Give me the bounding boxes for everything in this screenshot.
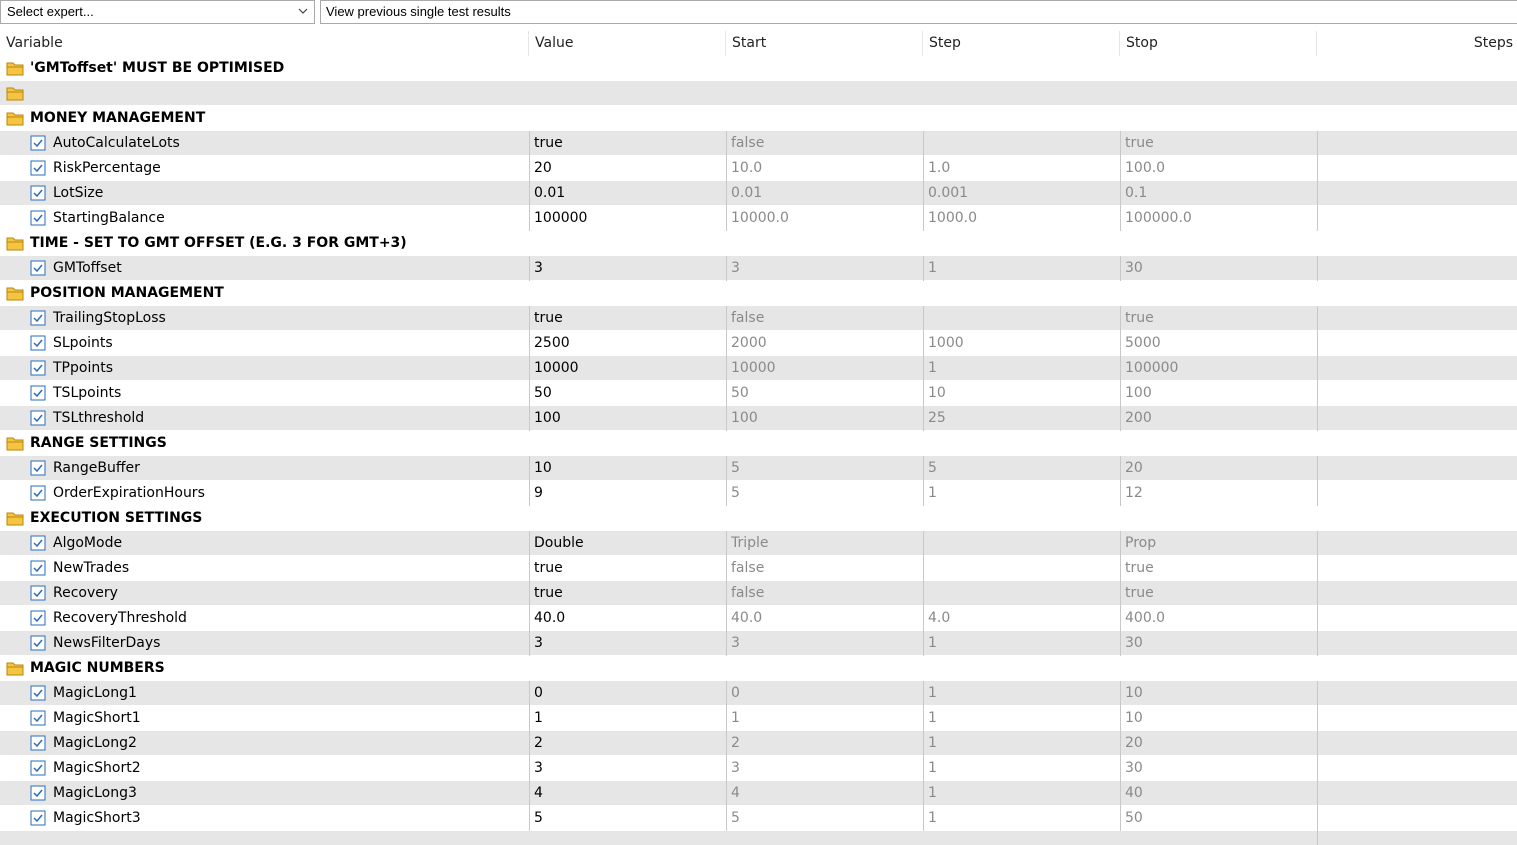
folder-icon	[6, 85, 24, 101]
value-cell[interactable]: true	[529, 581, 726, 606]
stop-cell[interactable]: 100000	[1120, 356, 1317, 381]
value-cell[interactable]: 2500	[529, 331, 726, 356]
checkbox-checked-icon[interactable]	[30, 560, 46, 576]
steps-cell[interactable]	[1317, 606, 1517, 631]
checkbox-checked-icon[interactable]	[30, 685, 46, 701]
parameter-name: MagicLong3	[53, 785, 137, 801]
parameter-name: NewTrades	[53, 560, 130, 576]
column-header-variable[interactable]: Variable	[0, 31, 529, 56]
steps-cell[interactable]	[1317, 406, 1517, 431]
value-cell[interactable]: true	[529, 306, 726, 331]
parameter-row[interactable]	[0, 331, 1517, 356]
stop-cell[interactable]: true	[1120, 131, 1317, 156]
steps-cell[interactable]	[1317, 556, 1517, 581]
view-previous-results-button[interactable]	[320, 0, 1517, 24]
group-row[interactable]	[0, 281, 1517, 306]
value-cell[interactable]: 40.0	[529, 606, 726, 631]
steps-cell[interactable]	[1317, 131, 1517, 156]
parameter-row[interactable]	[0, 456, 1517, 481]
step-cell[interactable]: 1	[923, 731, 1120, 756]
checkbox-checked-icon[interactable]	[30, 610, 46, 626]
checkbox-checked-icon[interactable]	[30, 810, 46, 826]
steps-cell[interactable]	[1317, 681, 1517, 706]
checkbox-checked-icon[interactable]	[30, 335, 46, 351]
value-cell[interactable]: 2	[529, 731, 726, 756]
value-cell[interactable]: 10000	[529, 356, 726, 381]
stop-cell[interactable]: 100.0	[1120, 156, 1317, 181]
parameter-row[interactable]	[0, 306, 1517, 331]
stop-cell[interactable]: 12	[1120, 481, 1317, 506]
group-label: RANGE SETTINGS	[30, 435, 167, 451]
start-cell[interactable]: 100	[726, 406, 923, 431]
start-cell[interactable]: 10000.0	[726, 206, 923, 231]
folder-icon	[6, 510, 24, 526]
steps-cell[interactable]	[1317, 481, 1517, 506]
group-label: EXECUTION SETTINGS	[30, 510, 203, 526]
checkbox-checked-icon[interactable]	[30, 160, 46, 176]
step-cell[interactable]: 1000	[923, 331, 1120, 356]
step-cell[interactable]: 1	[923, 756, 1120, 781]
expert-select-value: Select expert...	[7, 4, 94, 19]
start-cell[interactable]: false	[726, 556, 923, 581]
parameter-row[interactable]	[0, 406, 1517, 431]
stop-cell[interactable]: 30	[1120, 756, 1317, 781]
parameter-row[interactable]	[0, 756, 1517, 781]
folder-icon	[6, 60, 24, 76]
column-header-value[interactable]: Value	[529, 31, 726, 56]
parameter-name: RiskPercentage	[53, 160, 161, 176]
parameter-row[interactable]	[0, 606, 1517, 631]
column-header-steps[interactable]: Steps	[1473, 35, 1513, 51]
stop-cell[interactable]: 10	[1120, 681, 1317, 706]
step-cell[interactable]	[923, 581, 1120, 606]
checkbox-checked-icon[interactable]	[30, 485, 46, 501]
start-cell[interactable]: false	[726, 306, 923, 331]
parameter-row[interactable]	[0, 556, 1517, 581]
value-cell[interactable]: 100000	[529, 206, 726, 231]
value-cell[interactable]: 5	[529, 806, 726, 831]
parameter-row[interactable]	[0, 631, 1517, 656]
start-cell[interactable]: Triple	[726, 531, 923, 556]
value-cell[interactable]: 3	[529, 631, 726, 656]
checkbox-checked-icon[interactable]	[30, 260, 46, 276]
parameter-name: MagicLong2	[53, 735, 137, 751]
parameter-name: MagicShort1	[53, 710, 141, 726]
steps-cell[interactable]	[1317, 256, 1517, 281]
column-header-stop[interactable]: Stop	[1120, 31, 1317, 56]
parameter-row[interactable]	[0, 481, 1517, 506]
parameter-row[interactable]	[0, 781, 1517, 806]
parameter-name: TSLpoints	[53, 385, 122, 401]
steps-cell[interactable]	[1317, 306, 1517, 331]
step-cell[interactable]: 5	[923, 456, 1120, 481]
start-cell[interactable]: 2	[726, 731, 923, 756]
parameter-row[interactable]	[0, 381, 1517, 406]
parameter-name: OrderExpirationHours	[53, 485, 205, 501]
step-cell[interactable]: 1	[923, 481, 1120, 506]
step-cell[interactable]: 4.0	[923, 606, 1120, 631]
stop-cell[interactable]: 20	[1120, 731, 1317, 756]
stop-cell[interactable]: 50	[1120, 806, 1317, 831]
parameter-name: RecoveryThreshold	[53, 610, 187, 626]
steps-cell[interactable]	[1317, 156, 1517, 181]
start-cell[interactable]: 0.01	[726, 181, 923, 206]
checkbox-checked-icon[interactable]	[30, 410, 46, 426]
start-cell[interactable]: 50	[726, 381, 923, 406]
stop-cell[interactable]: 10	[1120, 706, 1317, 731]
chevron-down-icon	[298, 8, 308, 15]
stop-cell[interactable]: true	[1120, 556, 1317, 581]
value-cell[interactable]: 9	[529, 481, 726, 506]
checkbox-checked-icon[interactable]	[30, 135, 46, 151]
value-cell[interactable]: 0.01	[529, 181, 726, 206]
group-row[interactable]	[0, 431, 1517, 456]
step-cell[interactable]	[923, 131, 1120, 156]
start-cell[interactable]: 40.0	[726, 606, 923, 631]
value-cell[interactable]: 50	[529, 381, 726, 406]
start-cell[interactable]: 0	[726, 681, 923, 706]
steps-cell[interactable]	[1317, 181, 1517, 206]
checkbox-checked-icon[interactable]	[30, 460, 46, 476]
folder-icon	[6, 435, 24, 451]
stop-cell[interactable]: 30	[1120, 256, 1317, 281]
step-cell[interactable]: 1	[923, 781, 1120, 806]
parameter-row[interactable]	[0, 356, 1517, 381]
checkbox-checked-icon[interactable]	[30, 760, 46, 776]
stop-cell[interactable]: 20	[1120, 456, 1317, 481]
parameter-row[interactable]	[0, 706, 1517, 731]
parameter-name: TPpoints	[53, 360, 113, 376]
start-cell[interactable]: 3	[726, 756, 923, 781]
value-cell[interactable]: Double	[529, 531, 726, 556]
group-row[interactable]	[0, 81, 1517, 106]
step-cell[interactable]: 1	[923, 356, 1120, 381]
value-cell[interactable]: 10	[529, 456, 726, 481]
step-cell[interactable]: 0.001	[923, 181, 1120, 206]
group-label: TIME - SET TO GMT OFFSET (E.G. 3 FOR GMT+3)	[30, 235, 407, 251]
stop-cell[interactable]: true	[1120, 581, 1317, 606]
checkbox-checked-icon[interactable]	[30, 385, 46, 401]
group-row[interactable]	[0, 506, 1517, 531]
steps-cell[interactable]	[1317, 706, 1517, 731]
checkbox-checked-icon[interactable]	[30, 585, 46, 601]
steps-cell[interactable]	[1317, 781, 1517, 806]
parameter-name: Recovery	[53, 585, 118, 601]
folder-icon	[6, 660, 24, 676]
start-cell[interactable]: 5	[726, 481, 923, 506]
folder-icon	[6, 110, 24, 126]
stop-cell[interactable]: 100	[1120, 381, 1317, 406]
start-cell[interactable]: false	[726, 581, 923, 606]
stop-cell[interactable]: 40	[1120, 781, 1317, 806]
parameter-name: MagicShort3	[53, 810, 141, 826]
parameter-row[interactable]	[0, 181, 1517, 206]
checkbox-checked-icon[interactable]	[30, 310, 46, 326]
group-label: MAGIC NUMBERS	[30, 660, 165, 676]
start-cell[interactable]: 3	[726, 631, 923, 656]
start-cell[interactable]: 5	[726, 456, 923, 481]
start-cell[interactable]: 3	[726, 256, 923, 281]
parameter-row[interactable]	[0, 531, 1517, 556]
steps-cell[interactable]	[1317, 356, 1517, 381]
value-cell[interactable]: 4	[529, 781, 726, 806]
parameter-row[interactable]	[0, 156, 1517, 181]
step-cell[interactable]: 1	[923, 631, 1120, 656]
parameter-row[interactable]	[0, 806, 1517, 831]
checkbox-checked-icon[interactable]	[30, 710, 46, 726]
value-cell[interactable]: true	[529, 131, 726, 156]
group-label: 'GMToffset' MUST BE OPTIMISED	[30, 60, 285, 76]
start-cell[interactable]: 1	[726, 706, 923, 731]
parameter-row[interactable]	[0, 256, 1517, 281]
checkbox-checked-icon[interactable]	[30, 785, 46, 801]
stop-cell[interactable]: 5000	[1120, 331, 1317, 356]
folder-icon	[6, 285, 24, 301]
column-header-start[interactable]: Start	[726, 31, 923, 56]
value-cell[interactable]: 20	[529, 156, 726, 181]
start-cell[interactable]: 4	[726, 781, 923, 806]
parameter-name: LotSize	[53, 185, 104, 201]
parameter-row[interactable]	[0, 581, 1517, 606]
parameter-name: MagicShort2	[53, 760, 141, 776]
step-cell[interactable]: 1	[923, 806, 1120, 831]
view-previous-results-label: View previous single test results	[326, 4, 511, 19]
steps-cell[interactable]	[1317, 206, 1517, 231]
step-cell[interactable]: 1	[923, 681, 1120, 706]
steps-cell[interactable]	[1317, 381, 1517, 406]
folder-icon	[6, 235, 24, 251]
checkbox-checked-icon[interactable]	[30, 210, 46, 226]
steps-cell[interactable]	[1317, 456, 1517, 481]
step-cell[interactable]: 1.0	[923, 156, 1120, 181]
parameter-row[interactable]	[0, 731, 1517, 756]
parameter-name: AutoCalculateLots	[53, 135, 180, 151]
stop-cell[interactable]: true	[1120, 306, 1317, 331]
steps-cell[interactable]	[1317, 631, 1517, 656]
column-header-step[interactable]: Step	[923, 31, 1120, 56]
parameter-name: GMToffset	[53, 260, 122, 276]
checkbox-checked-icon[interactable]	[30, 360, 46, 376]
step-cell[interactable]: 25	[923, 406, 1120, 431]
group-label: POSITION MANAGEMENT	[30, 285, 224, 301]
start-cell[interactable]: 2000	[726, 331, 923, 356]
checkbox-checked-icon[interactable]	[30, 185, 46, 201]
step-cell[interactable]	[923, 531, 1120, 556]
value-cell[interactable]: 3	[529, 756, 726, 781]
step-cell[interactable]: 1000.0	[923, 206, 1120, 231]
checkbox-checked-icon[interactable]	[30, 735, 46, 751]
parameter-name: NewsFilterDays	[53, 635, 161, 651]
steps-cell[interactable]	[1317, 806, 1517, 831]
value-cell[interactable]: 0	[529, 681, 726, 706]
group-row[interactable]	[0, 656, 1517, 681]
step-cell[interactable]: 1	[923, 706, 1120, 731]
step-cell[interactable]	[923, 306, 1120, 331]
parameter-name: MagicLong1	[53, 685, 137, 701]
expert-select[interactable]	[0, 0, 315, 24]
steps-cell[interactable]	[1317, 331, 1517, 356]
step-cell[interactable]: 10	[923, 381, 1120, 406]
stop-cell[interactable]: Prop	[1120, 531, 1317, 556]
stop-cell[interactable]: 30	[1120, 631, 1317, 656]
stop-cell[interactable]: 0.1	[1120, 181, 1317, 206]
step-cell[interactable]	[923, 556, 1120, 581]
parameter-name: TrailingStopLoss	[53, 310, 166, 326]
group-row[interactable]	[0, 106, 1517, 131]
parameter-name: SLpoints	[53, 335, 113, 351]
table-bottom-strip	[0, 831, 1517, 845]
checkbox-checked-icon[interactable]	[30, 535, 46, 551]
parameter-row[interactable]	[0, 131, 1517, 156]
value-cell[interactable]: 3	[529, 256, 726, 281]
steps-cell[interactable]	[1317, 531, 1517, 556]
start-cell[interactable]: false	[726, 131, 923, 156]
steps-cell[interactable]	[1317, 756, 1517, 781]
group-row[interactable]	[0, 56, 1517, 81]
parameter-name: StartingBalance	[53, 210, 165, 226]
parameter-row[interactable]	[0, 206, 1517, 231]
value-cell[interactable]: 100	[529, 406, 726, 431]
group-row[interactable]	[0, 231, 1517, 256]
group-label: MONEY MANAGEMENT	[30, 110, 206, 126]
value-cell[interactable]: true	[529, 556, 726, 581]
stop-cell[interactable]: 400.0	[1120, 606, 1317, 631]
parameter-name: AlgoMode	[53, 535, 123, 551]
step-cell[interactable]: 1	[923, 256, 1120, 281]
start-cell[interactable]: 5	[726, 806, 923, 831]
steps-cell[interactable]	[1317, 581, 1517, 606]
value-cell[interactable]: 1	[529, 706, 726, 731]
checkbox-checked-icon[interactable]	[30, 635, 46, 651]
start-cell[interactable]: 10000	[726, 356, 923, 381]
parameter-row[interactable]	[0, 681, 1517, 706]
toolbar	[0, 0, 1517, 25]
table-header	[0, 31, 1517, 56]
stop-cell[interactable]: 100000.0	[1120, 206, 1317, 231]
start-cell[interactable]: 10.0	[726, 156, 923, 181]
steps-cell[interactable]	[1317, 731, 1517, 756]
parameter-name: RangeBuffer	[53, 460, 140, 476]
stop-cell[interactable]: 200	[1120, 406, 1317, 431]
parameter-name: TSLthreshold	[53, 410, 145, 426]
